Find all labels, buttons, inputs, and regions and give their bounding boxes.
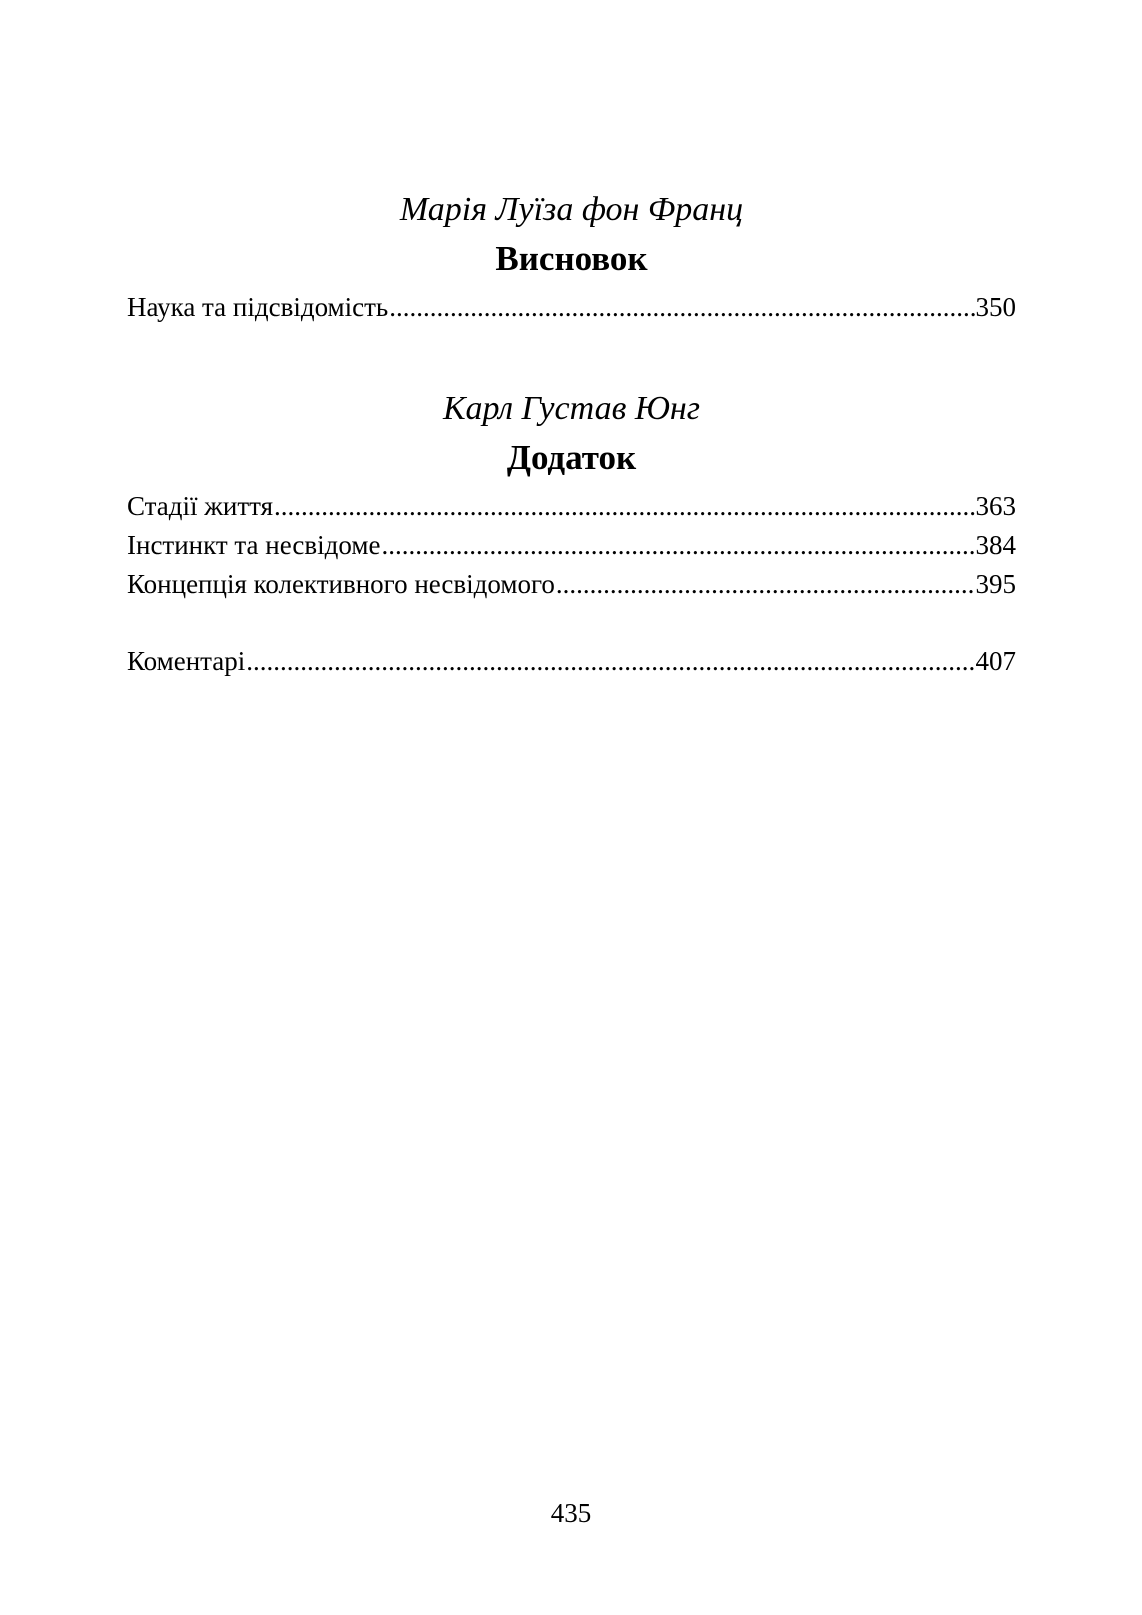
toc-entry-page: 395 <box>975 569 1016 599</box>
toc-entry[interactable] <box>127 565 1016 604</box>
toc-entry-page: 407 <box>975 646 1016 676</box>
toc-entry-page: 363 <box>975 491 1016 521</box>
toc-entry-label: Концепція колективного несвідомого <box>127 569 555 599</box>
toc-entry-label: Стадії життя <box>127 491 274 521</box>
toc-list <box>127 487 1016 604</box>
table-of-contents <box>127 188 1016 681</box>
toc-entry[interactable] <box>127 288 1016 327</box>
section-author: Карл Густав Юнг <box>442 390 701 427</box>
toc-entry-label: Коментарі <box>127 646 246 676</box>
toc-entry-label: Інстинкт та несвідоме <box>127 530 381 560</box>
toc-entry-label: Наука та підсвідомість <box>127 292 389 322</box>
toc-section-appendix <box>127 387 1016 604</box>
toc-entry-page: 350 <box>975 292 1016 322</box>
toc-entry[interactable] <box>127 487 1016 526</box>
dot-leader <box>389 288 974 327</box>
dot-leader <box>274 487 974 526</box>
page-number: 435 <box>550 1498 592 1528</box>
section-title: Додаток <box>506 438 637 477</box>
toc-entry[interactable] <box>127 526 1016 565</box>
dot-leader <box>381 526 974 565</box>
dot-leader <box>246 642 974 681</box>
section-author: Марія Луїза фон Франц <box>399 191 744 228</box>
toc-entry-page: 384 <box>975 530 1016 560</box>
toc-list <box>127 288 1016 327</box>
section-title: Висновок <box>495 239 648 278</box>
dot-leader <box>556 565 975 604</box>
toc-entry[interactable] <box>127 642 1016 681</box>
toc-section-conclusion <box>127 188 1016 327</box>
toc-comments <box>127 642 1016 681</box>
